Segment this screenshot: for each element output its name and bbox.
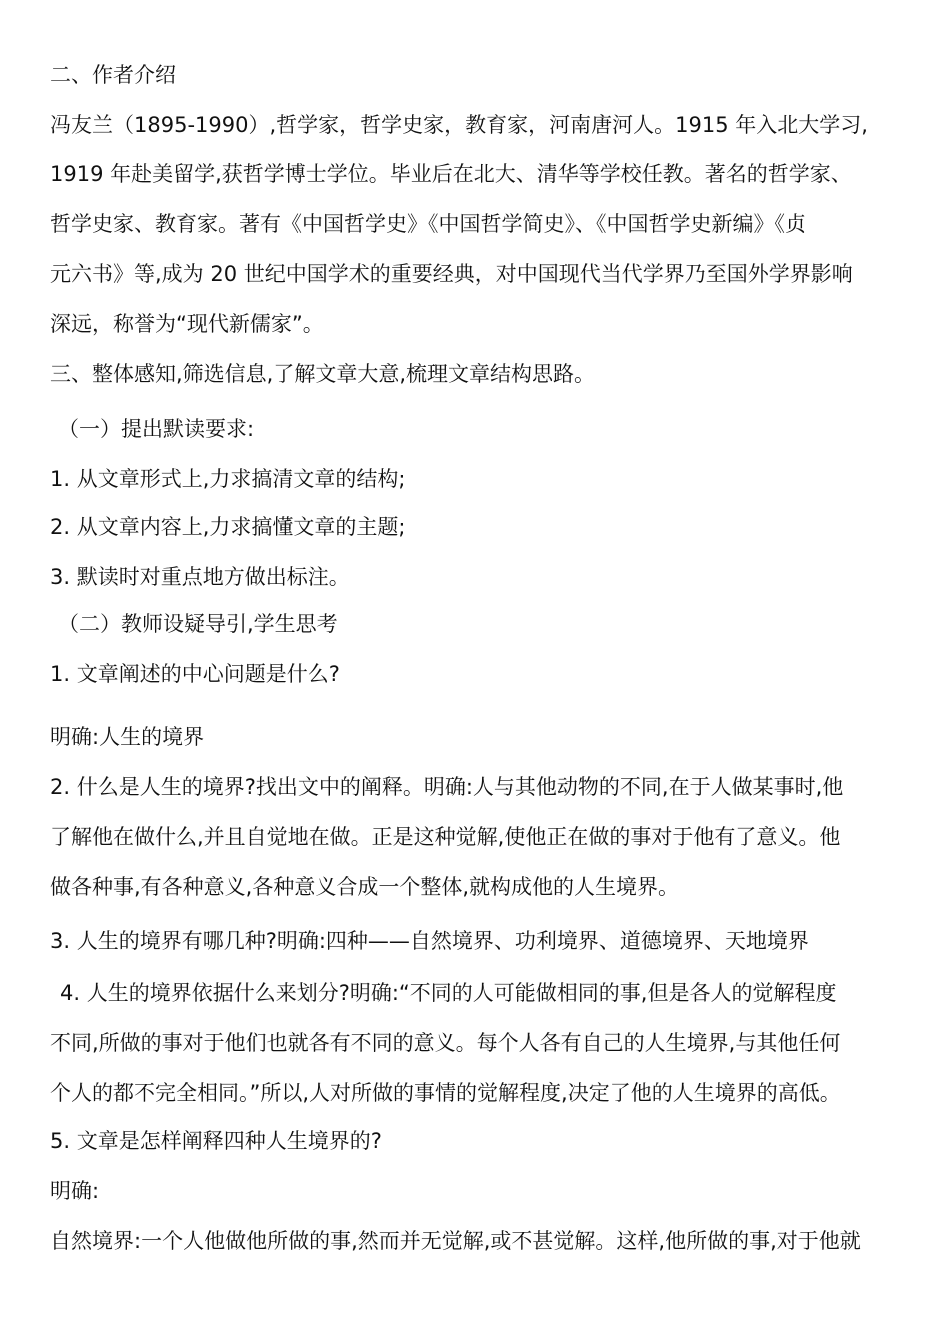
paragraph-line: 1919 年赴美留学,获哲学博士学位。毕业后在北大、清华等学校任教。著名的哲学家、: [50, 162, 852, 186]
paragraph-line: 了解他在做什么,并且自觉地在做。正是这种觉解,使他正在做的事对于他有了意义。他: [50, 825, 841, 849]
answer-1: 明确:人生的境界: [50, 725, 205, 749]
section-heading-overview: 三、整体感知,筛选信息,了解文章大意,梳理文章结构思路。: [50, 362, 596, 386]
paragraph-line: 哲学史家、教育家。著有《中国哲学史》《中国哲学简史》、《中国哲学史新编》《贞: [50, 212, 806, 236]
list-item: 2. 从文章内容上,力求搞懂文章的主题;: [50, 515, 406, 539]
answer-label: 明确:: [50, 1179, 100, 1203]
section-heading-author: 二、作者介绍: [50, 63, 176, 87]
question-3: 3. 人生的境界有哪几种?明确:四种——自然境界、功利境界、道德境界、天地境界: [50, 929, 809, 953]
subsection-heading-1: （一）提出默读要求:: [58, 417, 255, 441]
question-4: 4. 人生的境界依据什么来划分?明确:“不同的人可能做相同的事,但是各人的觉解程度: [60, 981, 837, 1005]
list-item: 3. 默读时对重点地方做出标注。: [50, 565, 350, 589]
paragraph-line: 冯友兰（1895-1990）,哲学家，哲学史家，教育家，河南唐河人。1915 年入北大学习,: [50, 113, 868, 137]
paragraph-line: 做各种事,有各种意义,各种意义合成一个整体,就构成他的人生境界。: [50, 875, 680, 899]
list-item: 1. 从文章形式上,力求搞清文章的结构;: [50, 467, 406, 491]
paragraph-line: 个人的都不完全相同。”所以,人对所做的事情的觉解程度,决定了他的人生境界的高低。: [50, 1081, 841, 1105]
paragraph-line: 深远，称誉为“现代新儒家”。: [50, 312, 324, 336]
subsection-heading-2: （二）教师设疑导引,学生思考: [58, 612, 338, 636]
paragraph-line: 不同,所做的事对于他们也就各有不同的意义。每个人各有自己的人生境界,与其他任何: [50, 1031, 841, 1055]
paragraph-line: 自然境界:一个人他做他所做的事,然而并无觉解,或不甚觉解。这样,他所做的事,对于他就: [50, 1229, 861, 1253]
question-2: 2. 什么是人生的境界?找出文中的阐释。明确:人与其他动物的不同,在于人做某事时,他: [50, 775, 844, 799]
question-1: 1. 文章阐述的中心问题是什么?: [50, 662, 340, 686]
paragraph-line: 元六书》等,成为 20 世纪中国学术的重要经典，对中国现代当代学界乃至国外学界影响: [50, 262, 853, 286]
question-5: 5. 文章是怎样阐释四种人生境界的?: [50, 1129, 382, 1153]
